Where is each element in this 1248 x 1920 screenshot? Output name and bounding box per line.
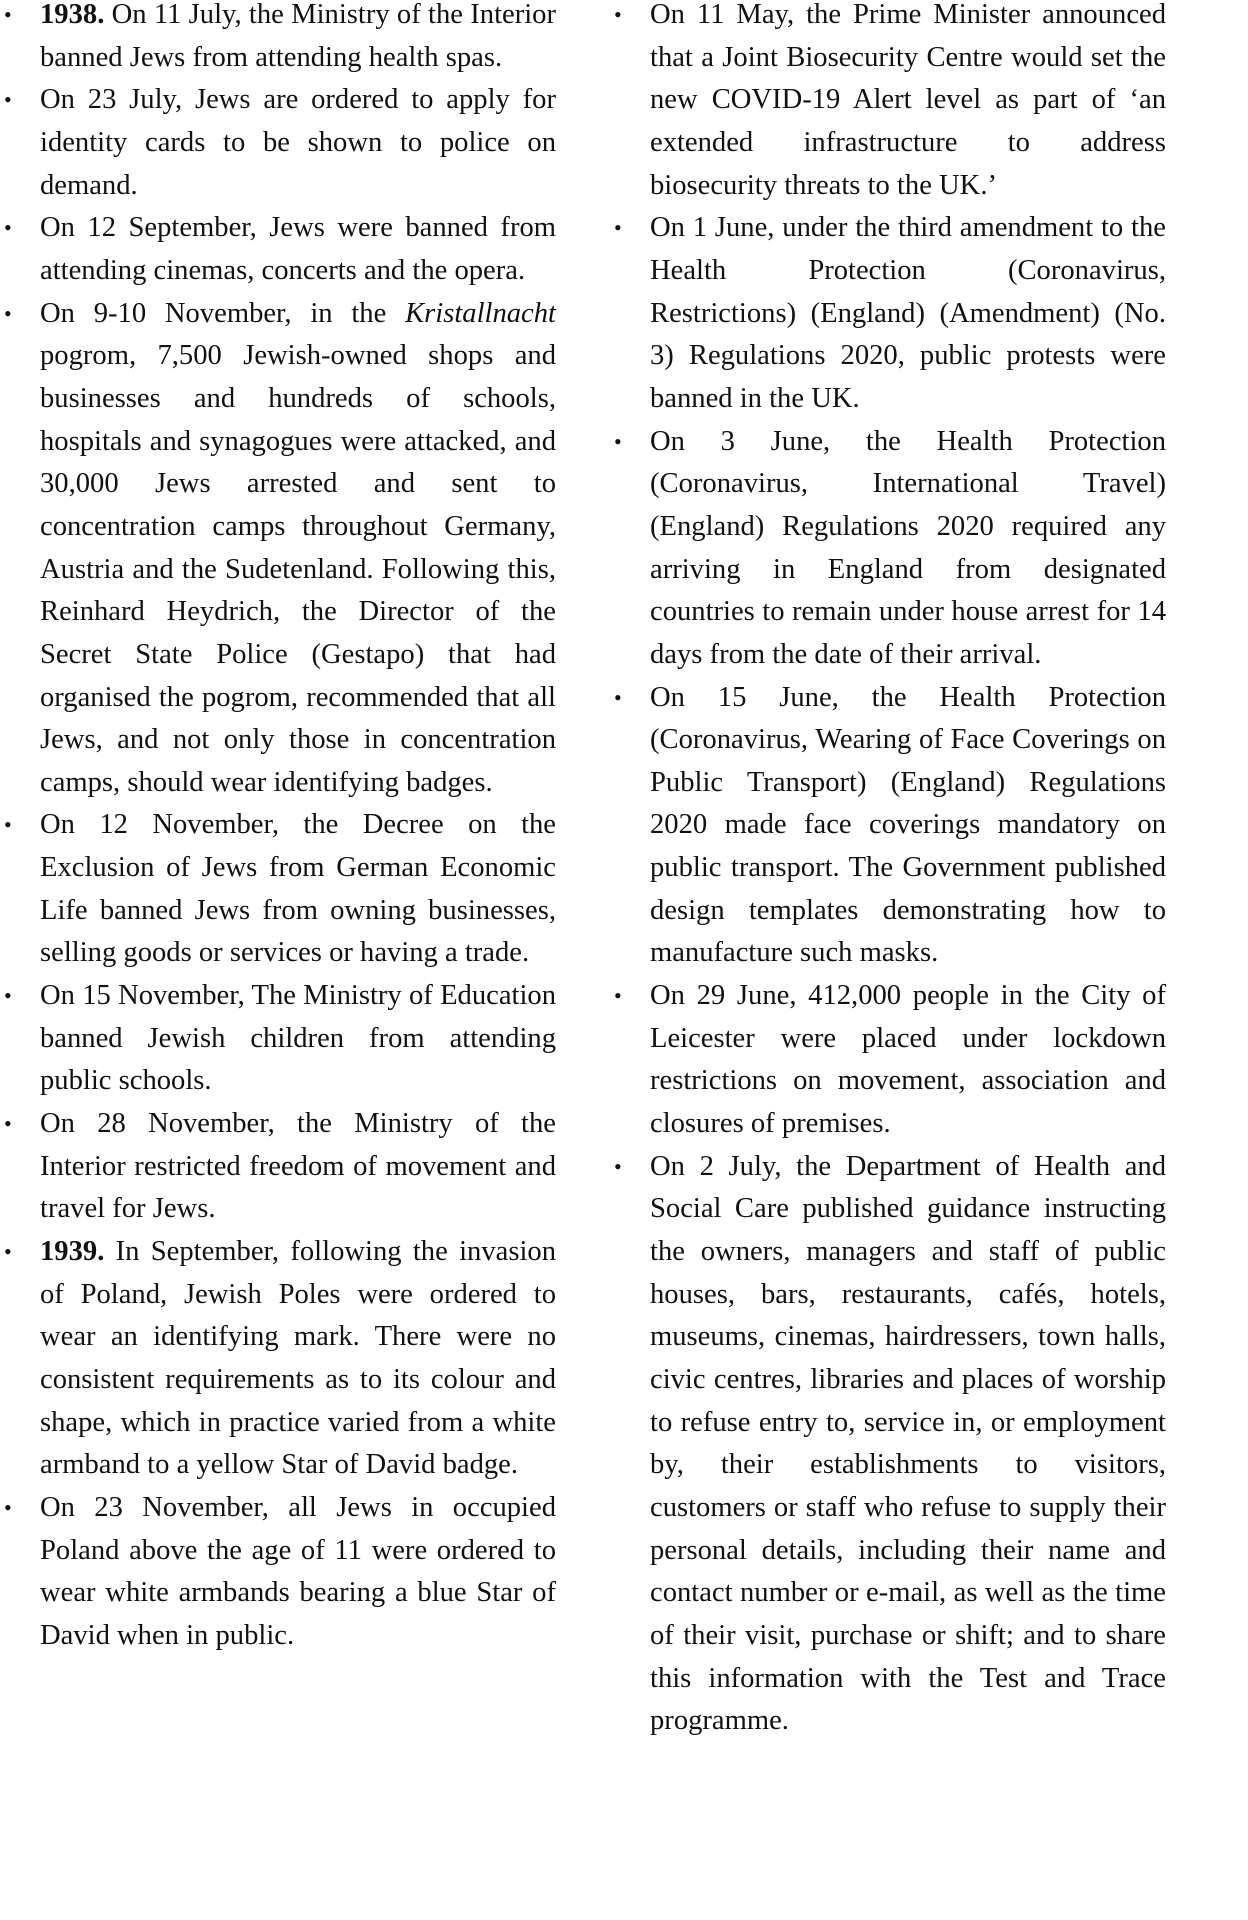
item-text: On 1 June, under the third amendment to the Health Protection (Coronavirus, Restrictions) (England) (Amendment) (No. 3) Regulations 2020, public protests were banned in the UK.: [650, 212, 1166, 414]
item-text-pre: On 9-10 November, in the: [40, 297, 406, 329]
bullet-icon: •: [4, 1111, 12, 1137]
right-bullet-list: [610, 0, 1166, 1743]
list-item: [0, 207, 556, 292]
bullet-icon: •: [614, 2, 622, 27]
item-text: On 29 June, 412,000 people in the City of Leicester were placed under lockdown restrictions on movement, association and closures of premises.: [650, 980, 1166, 1140]
item-text: In September, following the invasion of Poland, Jewish Poles were ordered to wear an identifying mark. There were no consistent requirements as to its colour and shape, which in practice varied from a white armband to a yellow Star of David badge.: [40, 1236, 556, 1481]
list-item: [610, 1146, 1166, 1743]
bullet-icon: •: [4, 1494, 12, 1520]
list-item: [0, 0, 556, 79]
italic-term: Kristallnacht: [405, 297, 556, 329]
item-text: pogrom, 7,500 Jewish-owned shops and businesses and hundreds of schools, hospitals and synagogues were attacked, and 30,000 Jews arrested and sent to concentration camps throughout Germany, Austria and the Sudetenland. Following this, Reinhard Heydrich, the Director of the Secret State Police (Gestapo) that had organised the pogrom, recommended that all Jews, and not only those in concentration camps, should wear identifying badges.: [40, 340, 556, 798]
year-label: 1939.: [40, 1236, 105, 1268]
item-text: On 11 May, the Prime Minister announced that a Joint Biosecurity Centre would set the new COVID-19 Alert level as part of ‘an extended infrastructure to address biosecurity threats to the UK.’: [650, 0, 1166, 201]
bullet-icon: •: [4, 812, 12, 838]
item-text: On 23 July, Jews are ordered to apply for identity cards to be shown to police on demand.: [40, 84, 556, 201]
bullet-icon: •: [614, 1153, 622, 1179]
year-label: 1938.: [40, 0, 105, 30]
item-text: On 11 July, the Ministry of the Interior banned Jews from attending health spas.: [40, 0, 556, 73]
bullet-icon: •: [4, 87, 12, 113]
right-column-2020-timeline: [610, 0, 1166, 1743]
list-item: [0, 293, 556, 805]
bullet-icon: •: [4, 300, 12, 326]
list-item: [610, 207, 1166, 420]
list-item: [0, 79, 556, 207]
bullet-icon: •: [614, 428, 622, 454]
list-item: [610, 975, 1166, 1146]
item-text: On 12 September, Jews were banned from attending cinemas, concerts and the opera.: [40, 212, 556, 286]
bullet-icon: •: [614, 983, 622, 1009]
item-text: On 15 November, The Ministry of Education banned Jewish children from attending public schools.: [40, 980, 556, 1097]
bullet-icon: •: [4, 1239, 12, 1265]
item-text: On 15 June, the Health Protection (Coronavirus, Wearing of Face Coverings on Public Transport) (England) Regulations 2020 made face coverings mandatory on public transport. The Government published design templates demonstrating how to manufacture such masks.: [650, 681, 1166, 969]
item-text: On 2 July, the Department of Health and Social Care published guidance instructing the owners, managers and staff of public houses, bars, restaurants, cafés, hotels, museums, cinemas, hairdressers, town halls, civic centres, libraries and places of worship to refuse entry to, service in, or employment by, their establishments to visitors, customers or staff who refuse to supply their personal details, including their name and contact number or e-mail, as well as the time of their visit, purchase or shift; and to share this information with the Test and Trace programme.: [650, 1150, 1166, 1737]
item-text: On 23 November, all Jews in occupied Poland above the age of 11 were ordered to wear white armbands bearing a blue Star of David when in public.: [40, 1491, 556, 1651]
list-item: [0, 1231, 556, 1487]
item-text: On 12 November, the Decree on the Exclusion of Jews from German Economic Life banned Jews from owning businesses, selling goods or services or having a trade.: [40, 809, 556, 969]
bullet-icon: •: [4, 983, 12, 1009]
list-item: [0, 975, 556, 1103]
list-item: [610, 0, 1166, 207]
list-item: [610, 421, 1166, 677]
bullet-icon: •: [614, 215, 622, 241]
list-item: [610, 677, 1166, 976]
list-item: [0, 1487, 556, 1658]
left-bullet-list: [0, 0, 556, 1658]
bullet-icon: •: [4, 215, 12, 241]
item-text: On 28 November, the Ministry of the Interior restricted freedom of movement and travel for Jews.: [40, 1108, 556, 1225]
left-column-1938-1939-timeline: [0, 0, 556, 1658]
item-text: On 3 June, the Health Protection (Coronavirus, International Travel) (England) Regulations 2020 required any arriving in England from designated countries to remain under house arrest for 14 days from the date of their arrival.: [650, 425, 1166, 670]
list-item: [0, 1103, 556, 1231]
list-item: [0, 804, 556, 975]
bullet-icon: •: [4, 2, 12, 27]
bullet-icon: •: [614, 684, 622, 710]
